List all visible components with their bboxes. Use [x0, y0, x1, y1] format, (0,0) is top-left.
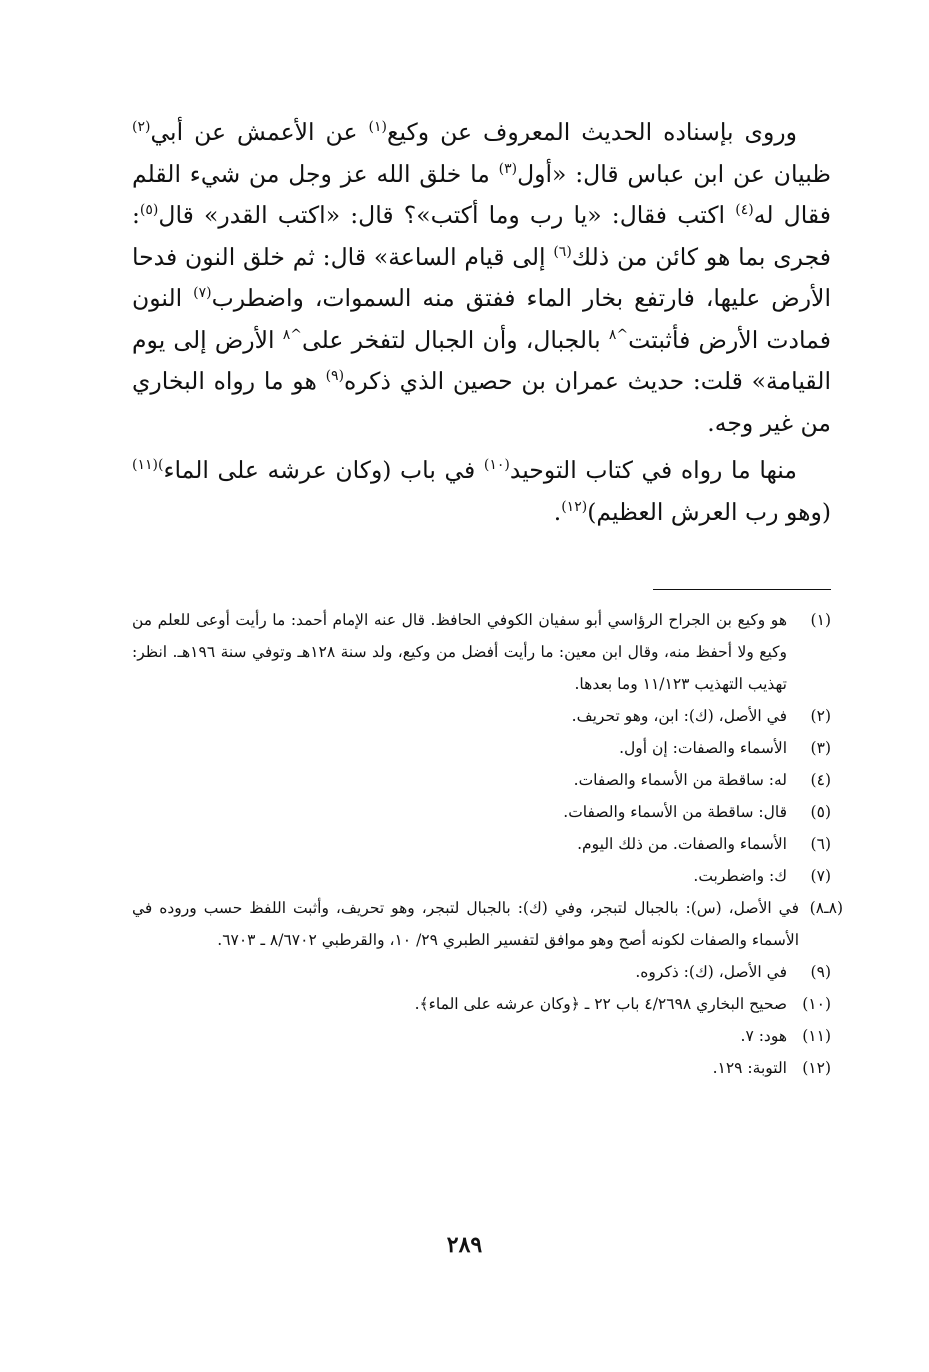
text-run: وروى بإسناده الحديث المعروف عن وكيع: [386, 118, 797, 146]
footnote-number: (٧): [810, 867, 831, 885]
footnote-ref-5[interactable]: (٥): [139, 202, 159, 218]
text-run: في باب (وكان عرشه على الماء: [163, 456, 484, 484]
footnote-11: [132, 1020, 831, 1052]
footnote-ref-3[interactable]: (٣): [498, 160, 518, 177]
footnote-text: الأسماء والصفات: إن أول.: [619, 739, 787, 757]
footnote-number: (٤): [810, 771, 831, 789]
footnote-text: هو وكيع بن الجراح الرؤاسي أبو سفيان الكوفي الحافظ. قال عنه الإمام أحمد: ما رأيت أوعى للعلم من وكيع ولا أحفظ منه، وقال ابن معين: ما رأيت أفضل من وكيع، ولد سنة ١٢٨هـ وتوفي سنة ١٩٦هـ. انظر: تهذيب التهذيب ١١/١٢٣ وما بعدها.: [132, 611, 788, 693]
text-run: النون فمادت الأرض فأثبتت: [132, 284, 831, 354]
footnote-number: (١١): [802, 1027, 831, 1045]
footnote-ref-8-end[interactable]: ^٨: [282, 326, 303, 343]
text-run: بالجبال، وأن الجبال لتفخر على: [302, 325, 609, 354]
footnote-number: (١٠): [802, 995, 831, 1013]
footnote-number: (٣): [810, 739, 831, 757]
footnote-1: [132, 604, 831, 700]
footnote-ref-9[interactable]: (٩): [325, 368, 345, 384]
footnote-text: له: ساقطة من الأسماء والصفات.: [573, 771, 787, 789]
footnote-number: (٨ـ٨): [809, 899, 843, 917]
footnote-8: [132, 892, 843, 956]
footnotes: [132, 604, 843, 1084]
footnote-ref-7[interactable]: (٧): [193, 285, 212, 301]
text-run: اكتب فقال: «يا رب وما أكتب»؟ قال: «اكتب القدر» قال: [158, 201, 736, 229]
footnote-4: [132, 764, 831, 796]
text-run: (وهو رب العرش العظيم): [587, 497, 831, 526]
footnote-number: (١٢): [802, 1059, 831, 1077]
footnote-text: الأسماء والصفات. من ذلك اليوم.: [577, 835, 787, 853]
page-number: ٢٨٩: [446, 1232, 483, 1258]
footnote-text: ك: واضطربت.: [693, 867, 787, 885]
footnote-number: (٦): [810, 835, 831, 853]
footnote-ref-2[interactable]: (٢): [132, 119, 151, 135]
footnote-ref-4[interactable]: (٤): [735, 202, 754, 218]
text-run: عن الأعمش عن أبي: [150, 118, 369, 146]
text-run: هو ما رواه البخاري من غير وجه.: [132, 367, 831, 437]
footnote-9: [132, 956, 831, 988]
paragraph-2: [132, 450, 831, 533]
text-run: .: [553, 497, 562, 526]
footnote-number: (٩): [810, 963, 831, 981]
text-run: منها ما رواه في كتاب التوحيد: [509, 456, 797, 484]
footnote-text: التوبة: ١٢٩.: [712, 1059, 787, 1077]
footnote-3: [132, 732, 831, 764]
footnote-number: (٢): [810, 707, 831, 725]
footnote-text: في الأصل، (س): بالجبال لتبجر، وفي (ك): بالجبال لتبجر، وهو تحريف، وأثبت اللفظ حسب وروده في الأسماء والصفات لكونه أصح وهو موافق لتفسير الطبري ٢٩/ ١٠، والقرطبي ٨/٦٧٠٢ ـ ٦٧٠٣.: [132, 899, 799, 949]
footnote-number: (٥): [810, 803, 831, 821]
footnote-text: هود: ٧.: [740, 1027, 787, 1045]
footnote-text: قال: ساقطة من الأسماء والصفات.: [563, 803, 787, 821]
text-run: ظبيان عن ابن عباس قال: «أول: [517, 159, 831, 188]
text-run: الأرض إلى يوم القيامة» قلت: حديث عمران بن حصين الذي ذكره: [132, 325, 831, 395]
footnote-ref-10[interactable]: (١٠): [483, 457, 510, 473]
main-text: [132, 112, 831, 533]
paragraph-1: [132, 112, 831, 444]
footnote-2: [132, 700, 831, 732]
footnote-separator: [653, 589, 831, 590]
footnote-number: (١): [810, 611, 831, 629]
footnote-ref-11[interactable]: )(١١): [132, 457, 164, 473]
footnote-text: صحيح البخاري ٤/٢٦٩٨ باب ٢٢ ـ ﴿وكان عرشه على الماء﴾.: [414, 995, 787, 1013]
footnote-10: [132, 988, 831, 1020]
text-run: ما خلق الله عز وجل من شيء القلم فقال له: [132, 159, 831, 229]
footnote-ref-8-start[interactable]: ^٨: [608, 326, 629, 343]
text-run: : فجرى بما هو كائن من ذلك: [132, 201, 831, 271]
footnote-7: [132, 860, 831, 892]
footnote-text: في الأصل، (ك): ذكروه.: [635, 963, 787, 981]
footnote-ref-1[interactable]: (١): [368, 119, 387, 135]
text-run: إلى قيام الساعة» قال: ثم خلق النون فدحا الأرض عليها، فارتفع بخار الماء ففتق منه السموات، واضطرب: [132, 242, 831, 312]
footnote-6: [132, 828, 831, 860]
footnote-text: في الأصل، (ك): ابن، وهو تحريف.: [571, 707, 787, 725]
footnote-5: [132, 796, 831, 828]
footnote-ref-12[interactable]: (١٢): [561, 498, 588, 515]
footnote-12: [132, 1052, 831, 1084]
footnote-ref-6[interactable]: (٦): [553, 243, 572, 260]
